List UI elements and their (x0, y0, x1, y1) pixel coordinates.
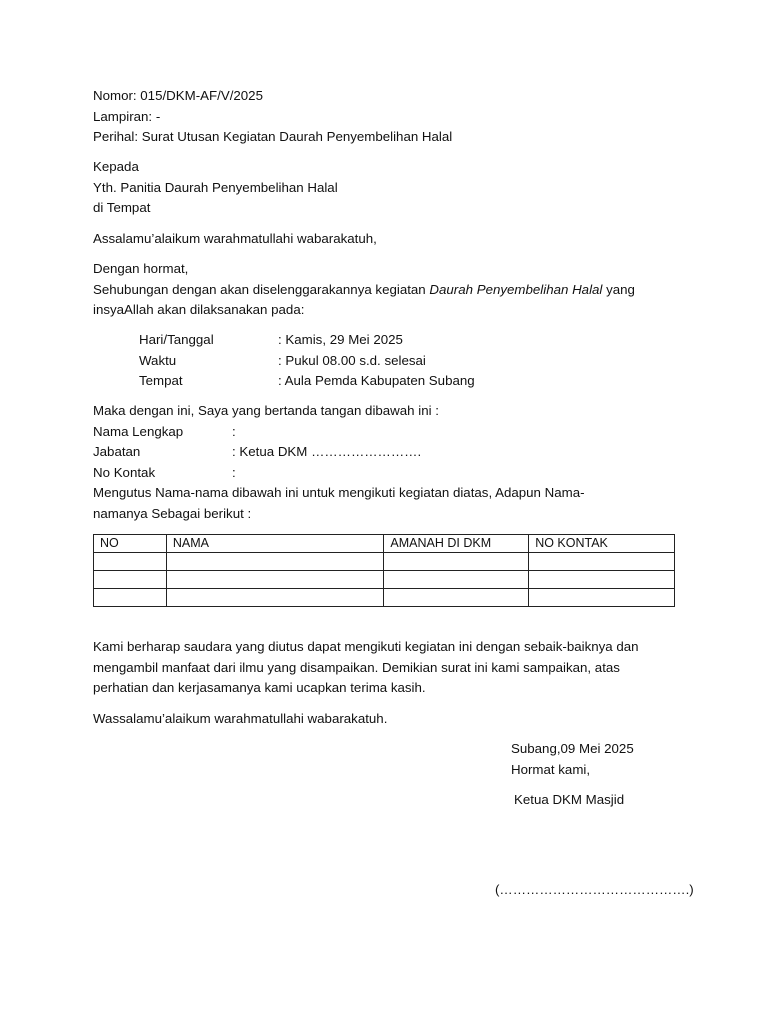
table-cell[interactable] (529, 553, 675, 571)
signature-name-block (495, 880, 694, 901)
letter-header (93, 86, 693, 148)
event-details (139, 330, 475, 392)
event-row (139, 371, 475, 392)
signer-field (93, 463, 633, 484)
event-label: Waktu (139, 352, 177, 368)
closing-greeting-text: Wassalamu’alaikum warahmatullahi wabarakatuh. (93, 711, 388, 726)
opening-text-after: yang insyaAllah akan dilaksanakan pada: (93, 281, 635, 317)
signer-field-value: : (232, 423, 236, 439)
signature-title-block (514, 790, 624, 811)
opening-body (93, 282, 635, 318)
table-row (94, 553, 675, 571)
table-cell[interactable] (166, 589, 384, 607)
signer-field-label: No Kontak (93, 464, 156, 480)
opening-text-before: Sehubungan dengan akan diselenggarakannya kegiatan (93, 281, 430, 297)
table-cell[interactable] (94, 589, 167, 607)
table-header-no: NO (94, 535, 167, 553)
letter-subject: Perihal: Surat Utusan Kegiatan Daurah Penyembelihan Halal (93, 129, 453, 144)
opening-hormat: Dengan hormat, (93, 261, 189, 276)
table-row (94, 589, 675, 607)
table-cell[interactable] (166, 571, 384, 589)
greeting (93, 229, 693, 250)
table-cell[interactable] (94, 571, 167, 589)
table-cell[interactable] (384, 553, 529, 571)
event-value: : Kamis, 29 Mei 2025 (278, 332, 403, 347)
event-label: Tempat (139, 373, 183, 388)
signature-block (511, 739, 634, 780)
table-cell[interactable] (384, 589, 529, 607)
table-header-row (94, 535, 675, 553)
signer-intro: Maka dengan ini, Saya yang bertanda tangan dibawah ini : (93, 403, 439, 418)
event-label: Hari/Tanggal (139, 332, 214, 347)
table-cell[interactable] (384, 571, 529, 589)
signature-hormat: Hormat kami, (511, 761, 591, 777)
event-row (139, 351, 475, 372)
table-cell[interactable] (166, 553, 384, 571)
greeting-text: Assalamu’alaikum warahmatullahi wabarakatuh, (93, 231, 377, 246)
signature-title: Ketua DKM Masjid (514, 792, 625, 807)
recipient-line-3: di Tempat (93, 200, 151, 215)
signer-field-value: : Ketua DKM ……………………. (232, 444, 422, 459)
signer-field-label: Jabatan (93, 444, 141, 459)
event-value: : Aula Pemda Kabupaten Subang (278, 373, 475, 388)
signer-field (93, 442, 633, 463)
table-header-nama: NAMA (166, 535, 384, 553)
recipient-block (93, 157, 693, 219)
signer-section (93, 401, 633, 524)
signer-field (93, 422, 633, 443)
signature-place-date: Subang,09 Mei 2025 (511, 741, 634, 756)
recipient-line-2: Yth. Panitia Daurah Penyembelihan Halal (93, 179, 338, 195)
signer-field-label: Nama Lengkap (93, 423, 184, 439)
closing-paragraph (93, 637, 678, 699)
signer-field-value: : (232, 464, 236, 480)
table-header-amanah: AMANAH DI DKM (384, 535, 529, 553)
signature-name-placeholder: (…………………………………….) (495, 882, 694, 897)
opening-paragraph (93, 259, 673, 321)
table-cell[interactable] (529, 571, 675, 589)
closing-paragraph-text: Kami berharap saudara yang diutus dapat mengikuti kegiatan ini dengan sebaik-baiknya dan mengambil manfaat dari ilmu yang disampaikan. Demikian surat ini kami sampaikan, atas perhatian dan kerjasamanya kami ucapkan terima kasih. (93, 639, 639, 695)
recipient-line-1: Kepada (93, 159, 139, 174)
letter-attachment: Lampiran: - (93, 108, 161, 124)
event-row (139, 330, 475, 351)
table-cell[interactable] (94, 553, 167, 571)
event-value: : Pukul 08.00 s.d. selesai (278, 352, 426, 368)
delegates-table (93, 534, 675, 607)
delegation-text: Mengutus Nama-nama dibawah ini untuk mengikuti kegiatan diatas, Adapun Nama-namanya Sebagai berikut : (93, 485, 585, 521)
table-cell[interactable] (529, 589, 675, 607)
table-header-kontak: NO KONTAK (529, 535, 675, 553)
closing-greeting (93, 709, 693, 730)
event-name-italic: Daurah Penyembelihan Halal (429, 281, 603, 297)
letter-number: Nomor: 015/DKM-AF/V/2025 (93, 88, 263, 103)
table-row (94, 571, 675, 589)
